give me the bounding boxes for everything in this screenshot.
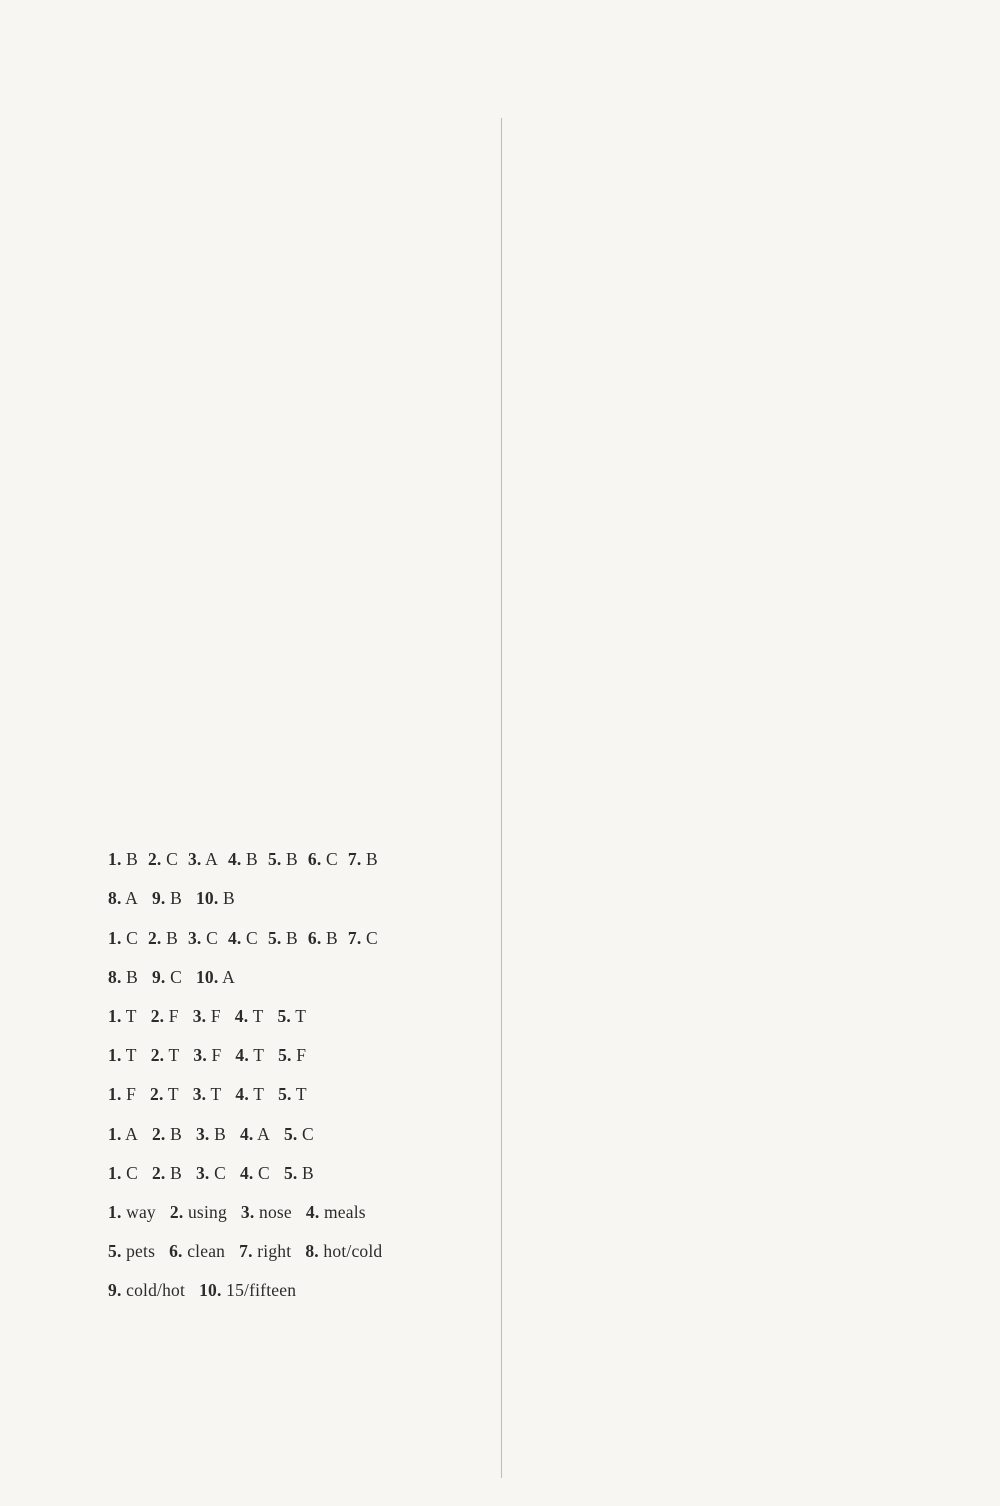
answer-value: hot/cold (318, 1241, 383, 1262)
column-divider (501, 118, 502, 1478)
essay-line (516, 1254, 986, 1293)
answer-number: 4. (305, 1201, 320, 1222)
essay-line (516, 1137, 986, 1176)
answer-item (152, 1154, 182, 1193)
answer-number: 1. (108, 1045, 122, 1066)
answer-number: 6. (307, 927, 322, 948)
answer-item (193, 997, 221, 1036)
answer-value: A (253, 1123, 270, 1144)
group-label (30, 558, 64, 578)
answer-item (240, 1154, 270, 1193)
answer-number: 1. (108, 849, 122, 870)
answer-row (30, 840, 485, 879)
answer-value: B (297, 1162, 314, 1183)
essay-line (516, 706, 986, 745)
answer-value: T (164, 1045, 180, 1066)
answer-value: B (165, 1162, 182, 1183)
answer-number: 3. (187, 849, 202, 870)
answer-item (151, 997, 179, 1036)
answer-value: T (291, 1005, 307, 1026)
answer-value: A (201, 849, 218, 870)
answer-number: 1. (108, 1084, 122, 1105)
healthy-diet-essay (516, 588, 986, 941)
answer-item (306, 1193, 366, 1232)
essay-line (516, 823, 986, 862)
answer-row (30, 1232, 485, 1271)
essay-line (516, 236, 986, 275)
answer-value: right (252, 1241, 292, 1262)
answer-item (108, 1271, 185, 1310)
answer-number: 7. (347, 927, 362, 948)
answer-number: 3. (195, 1123, 210, 1144)
essay-line (516, 863, 986, 902)
answer-value: C (241, 927, 258, 948)
answer-number: 1. (108, 1005, 122, 1026)
answer-number: 7. (239, 1241, 253, 1262)
answer-value: cold/hot (121, 1280, 186, 1301)
answer-number: 4. (235, 1045, 249, 1066)
answer-number: 5. (277, 1005, 291, 1026)
answer-value: 15/fifteen (221, 1280, 297, 1301)
group-prefix (30, 1154, 108, 1193)
lily-birthday-essay (516, 980, 986, 1372)
essay-line (516, 118, 986, 157)
answer-item (277, 997, 306, 1036)
answer-value: C (165, 966, 182, 987)
essay-line (516, 314, 986, 353)
essay-line (516, 1215, 986, 1254)
answer-value: using (183, 1201, 227, 1222)
right-column (516, 118, 986, 1490)
answer-line (30, 196, 485, 235)
essay-line (516, 588, 986, 627)
answer-value: B (361, 849, 378, 870)
answer-number: 1. (108, 1123, 122, 1144)
essay-line (516, 980, 986, 1019)
answer-item (108, 1154, 138, 1193)
answer-item (152, 1115, 182, 1154)
essay-line (516, 1098, 986, 1137)
group-label (30, 676, 64, 696)
answer-group-line (30, 392, 485, 431)
answer-number: 5. (267, 849, 282, 870)
essay-line (516, 275, 986, 314)
answer-row (30, 1193, 485, 1232)
answer-item (235, 1036, 264, 1075)
group-prefix (30, 667, 108, 706)
answer-item (108, 840, 138, 879)
answer-value: C (161, 849, 178, 870)
answer-value: B (321, 927, 338, 948)
test4-part-one (30, 840, 485, 997)
answer-group-line (30, 432, 485, 471)
essay-line (516, 902, 986, 941)
answer-number: 3. (187, 927, 202, 948)
answer-number: 1. (108, 1201, 122, 1222)
answer-number: 7. (347, 849, 362, 870)
answer-value: B (281, 927, 298, 948)
answer-item (268, 919, 298, 958)
answer-value: way (121, 1201, 156, 1222)
essay-para2-line2 (516, 510, 986, 549)
answer-item (152, 879, 182, 918)
answer-item (108, 879, 138, 918)
answer-row (30, 1075, 485, 1114)
answer-group-line (30, 667, 485, 706)
group-label (30, 480, 64, 500)
answer-item (240, 1115, 270, 1154)
answer-value: T (163, 1084, 179, 1105)
answer-number: 3. (240, 1201, 255, 1222)
answer-value: B (209, 1123, 226, 1144)
answer-number: 1. (108, 927, 122, 948)
answer-item (108, 1036, 137, 1075)
answer-item (193, 1036, 221, 1075)
answer-value: C (209, 1162, 226, 1183)
answer-item (348, 919, 378, 958)
answer-number: 4. (235, 1084, 249, 1105)
answer-number: 5. (278, 1084, 292, 1105)
essay-para2-line1 (516, 471, 986, 510)
answer-value: B (165, 888, 182, 909)
answer-item (284, 1115, 314, 1154)
answer-value: C (121, 927, 138, 948)
essay-line (516, 627, 986, 666)
answer-item (235, 1075, 264, 1114)
answer-number: 10. (195, 888, 219, 909)
answer-item (108, 958, 138, 997)
essay-line (516, 1019, 986, 1058)
essay-line (516, 1294, 986, 1333)
answer-number: 5. (283, 1123, 298, 1144)
answer-number: 2. (150, 1084, 164, 1105)
essay-line (516, 784, 986, 823)
answer-item (148, 840, 178, 879)
answer-item (196, 958, 235, 997)
answer-number: 4. (227, 849, 242, 870)
answer-item (108, 919, 138, 958)
answer-value: A (218, 966, 235, 987)
answer-row (30, 1154, 485, 1193)
answer-item (228, 919, 258, 958)
answer-number: 4. (234, 1005, 249, 1026)
answer-row (30, 1036, 485, 1075)
answer-value: F (206, 1045, 222, 1066)
answer-item (196, 879, 235, 918)
answer-item (235, 997, 264, 1036)
answer-item (108, 1193, 156, 1232)
answer-group-line (30, 510, 485, 549)
answer-group-line (30, 471, 485, 510)
group-prefix (30, 549, 108, 588)
answer-group-line (30, 627, 485, 666)
answer-number: 9. (151, 966, 166, 987)
answer-row (30, 1115, 485, 1154)
answer-number: 5. (267, 927, 282, 948)
answer-line (30, 353, 485, 392)
answer-number: 5. (283, 1162, 298, 1183)
example-a-first-line (30, 1406, 485, 1445)
answer-number: 2. (147, 927, 162, 948)
answer-item (188, 919, 218, 958)
answer-number: 6. (169, 1241, 183, 1262)
answer-value: F (291, 1045, 307, 1066)
answer-lines-part2 (30, 118, 485, 392)
answer-value: B (161, 927, 178, 948)
answer-item (196, 1115, 226, 1154)
answer-value: meals (319, 1201, 366, 1222)
answer-item (169, 1232, 225, 1271)
answer-value: F (164, 1005, 179, 1026)
answer-row (30, 919, 485, 958)
answer-value: nose (254, 1201, 292, 1222)
answer-item (196, 1154, 226, 1193)
answer-line (30, 157, 485, 196)
answer-number: 9. (151, 888, 166, 909)
answer-item (108, 1115, 138, 1154)
answer-row (30, 997, 485, 1036)
answer-number: 4. (239, 1162, 254, 1183)
answer-item (284, 1154, 314, 1193)
answer-group-line (30, 549, 485, 588)
test4-part-two (30, 997, 485, 1311)
group-prefix (30, 1115, 108, 1154)
answer-value: T (291, 1084, 307, 1105)
essay-line (516, 157, 986, 196)
answer-value: B (241, 849, 258, 870)
left-column (30, 118, 485, 1445)
answer-value: B (218, 888, 235, 909)
answer-item (228, 840, 258, 879)
answer-row (30, 1271, 485, 1310)
answer-item (278, 1075, 307, 1114)
answer-number: 2. (169, 1201, 184, 1222)
answer-item (305, 1232, 382, 1271)
section-title-test4 (30, 784, 485, 840)
answer-value: A (121, 1123, 138, 1144)
section-title-test5 (30, 1310, 485, 1366)
answer-number: 6. (307, 849, 322, 870)
answer-value: B (121, 849, 138, 870)
answer-item (193, 1075, 222, 1114)
essay-line (516, 745, 986, 784)
answer-number: 8. (305, 1241, 319, 1262)
essay-line (516, 1450, 986, 1489)
example-d-heading (516, 1372, 986, 1411)
answer-value: C (321, 849, 338, 870)
essay-line (516, 353, 986, 392)
answer-number: 9. (108, 1280, 122, 1301)
answer-line (30, 314, 485, 353)
answer-value: C (253, 1162, 270, 1183)
answer-item (278, 1036, 306, 1075)
answer-item (268, 840, 298, 879)
answer-number: 3. (193, 1045, 207, 1066)
answer-number: 2. (151, 1162, 166, 1183)
answer-item (108, 1232, 155, 1271)
group-prefix (30, 1036, 108, 1075)
answer-item (188, 840, 218, 879)
answer-item (199, 1271, 296, 1310)
answer-value: T (121, 1045, 137, 1066)
answer-group-line (30, 706, 485, 745)
group-prefix (30, 471, 108, 510)
answer-value: pets (121, 1241, 156, 1262)
self-intro-essay (516, 1411, 986, 1489)
answer-value: B (281, 849, 298, 870)
answer-value: C (361, 927, 378, 948)
answer-item (348, 840, 378, 879)
answer-group-line (30, 588, 485, 627)
answer-section-three (30, 392, 485, 784)
group-prefix (30, 1193, 108, 1232)
group-prefix (30, 1075, 108, 1114)
answer-number: 5. (278, 1045, 292, 1066)
answer-number: 8. (108, 888, 122, 909)
answer-value: F (206, 1005, 221, 1026)
answer-number: 2. (150, 1045, 165, 1066)
group-prefix (30, 919, 108, 958)
answer-value: T (248, 1005, 264, 1026)
essay-line (516, 1059, 986, 1098)
answer-row (30, 879, 485, 918)
answer-number: 10. (195, 966, 219, 987)
answer-number: 3. (192, 1084, 207, 1105)
answer-number: 1. (108, 1162, 122, 1183)
example-a-heading (30, 1366, 485, 1405)
answer-item (150, 1075, 179, 1114)
answer-value: B (121, 966, 138, 987)
example-c-heading (516, 941, 986, 980)
essay-line (516, 196, 986, 235)
road-safety-essay (516, 118, 986, 471)
answer-line (30, 118, 485, 157)
answer-value: C (121, 1162, 138, 1183)
answer-line (30, 236, 485, 275)
answer-value: B (165, 1123, 182, 1144)
answer-value: T (248, 1045, 265, 1066)
answer-number: 2. (150, 1005, 165, 1026)
answer-number: 4. (239, 1123, 254, 1144)
answer-number: 10. (199, 1280, 222, 1301)
answer-number: 8. (108, 966, 122, 987)
answer-row (30, 958, 485, 997)
answer-item (170, 1193, 227, 1232)
answer-value: F (121, 1084, 137, 1105)
essay-line (516, 432, 986, 471)
example-b-heading (516, 549, 986, 588)
answer-number: 4. (227, 927, 242, 948)
answer-value: clean (182, 1241, 226, 1262)
answer-number: 5. (108, 1241, 122, 1262)
answer-item (148, 919, 178, 958)
answer-value: T (121, 1005, 137, 1026)
answer-item (108, 1075, 136, 1114)
essay-line (516, 392, 986, 431)
answer-item (152, 958, 182, 997)
answer-item (308, 919, 338, 958)
answer-number: 3. (195, 1162, 210, 1183)
answer-item (308, 840, 338, 879)
answer-number: 2. (147, 849, 162, 870)
answer-value: A (121, 888, 138, 909)
answer-value: T (248, 1084, 265, 1105)
answer-item (241, 1193, 292, 1232)
answer-item (151, 1036, 180, 1075)
answer-value: C (297, 1123, 314, 1144)
essay-line (516, 667, 986, 706)
essay-line (516, 1176, 986, 1215)
answer-number: 2. (151, 1123, 166, 1144)
answer-line (30, 275, 485, 314)
answer-group-line (30, 745, 485, 784)
answer-item (239, 1232, 291, 1271)
essay-line (516, 1333, 986, 1372)
answer-value: T (206, 1084, 222, 1105)
answer-item (108, 997, 137, 1036)
essay-line (516, 1411, 986, 1450)
answer-value: C (201, 927, 218, 948)
answer-number: 3. (192, 1005, 207, 1026)
